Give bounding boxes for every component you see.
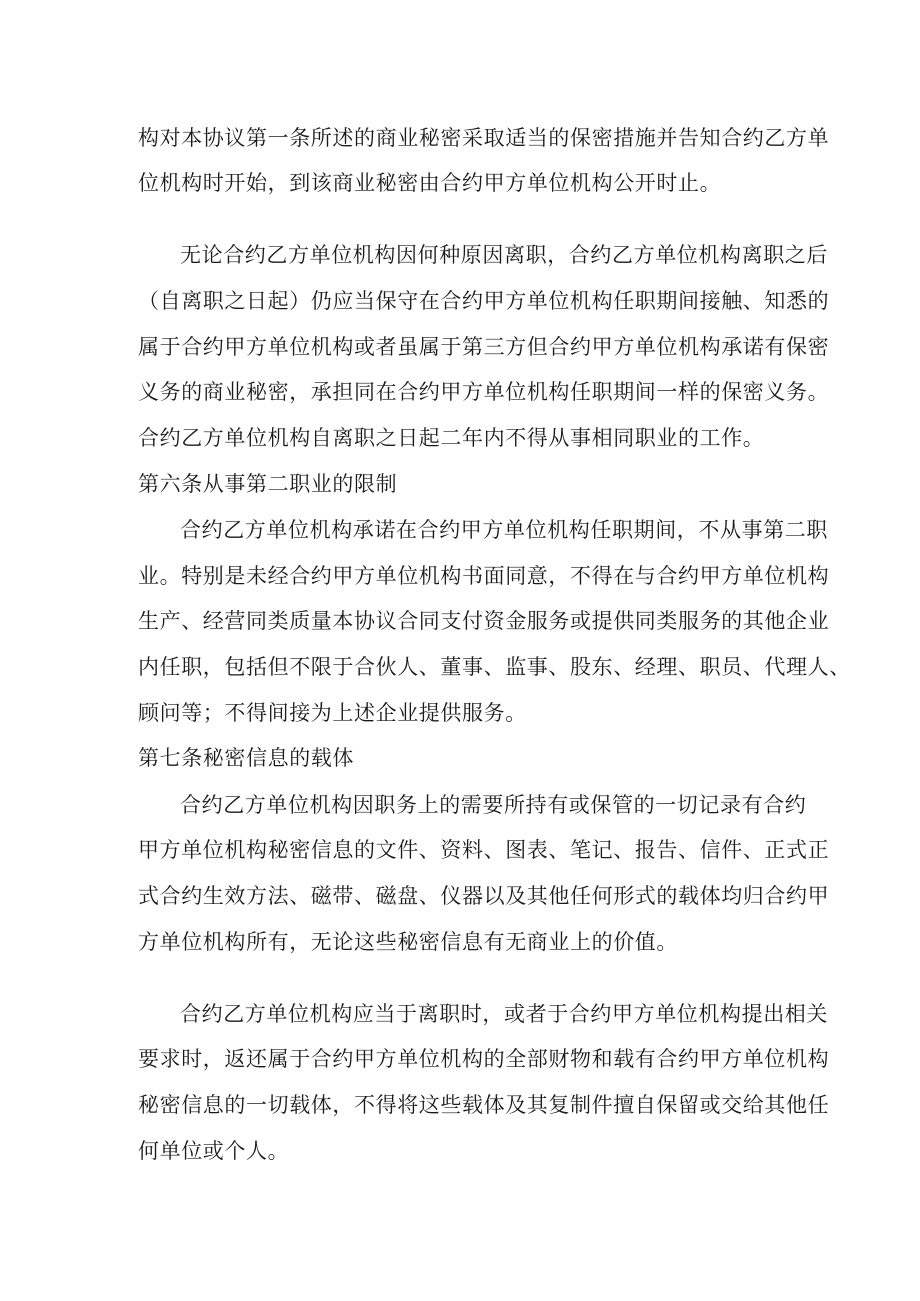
paragraph-line: 属于合约甲方单位机构或者虽属于第三方但合约甲方单位机构承诺有保密 — [138, 335, 830, 359]
paragraph-line: 要求时，返还属于合约甲方单位机构的全部财物和载有合约甲方单位机构 — [138, 1047, 830, 1071]
paragraph-line: 甲方单位机构秘密信息的文件、资料、图表、笔记、报告、信件、正式正 — [138, 838, 830, 862]
paragraph-line: 内任职，包括但不限于合伙人、董事、监事、股东、经理、职员、代理人、 — [138, 655, 851, 679]
paragraph-line: 位机构时开始，到该商业秘密由合约甲方单位机构公开时止。 — [138, 171, 722, 195]
section-heading: 第六条从事第二职业的限制 — [138, 472, 398, 496]
paragraph-line: 合约乙方单位机构承诺在合约甲方单位机构任职期间，不从事第二职 — [180, 518, 828, 542]
paragraph-line: 何单位或个人。 — [138, 1139, 290, 1163]
paragraph-line: 生产、经营同类质量本协议合同支付资金服务或提供同类服务的其他企业 — [138, 609, 830, 633]
paragraph-line: 式合约生效方法、磁带、磁盘、仪器以及其他任何形式的载体均归合约甲 — [138, 884, 830, 908]
paragraph-line: 合约乙方单位机构应当于离职时，或者于合约甲方单位机构提出相关 — [180, 1002, 828, 1026]
paragraph-line: 合约乙方单位机构因职务上的需要所持有或保管的一切记录有合约 — [180, 793, 807, 817]
paragraph-line: 合约乙方单位机构自离职之日起二年内不得从事相同职业的工作。 — [138, 426, 765, 450]
paragraph-line: 构对本协议第一条所述的商业秘密采取适当的保密措施并告知合约乙方单 — [138, 126, 830, 150]
paragraph-line: 方单位机构所有，无论这些秘密信息有无商业上的价值。 — [138, 930, 678, 954]
section-heading: 第七条秘密信息的载体 — [138, 746, 354, 770]
paragraph-line: 业。特别是未经合约甲方单位机构书面同意，不得在与合约甲方单位机构 — [138, 564, 830, 588]
paragraph-line: （自离职之日起）仍应当保守在合约甲方单位机构任职期间接触、知悉的 — [138, 289, 830, 313]
paragraph-line: 顾问等；不得间接为上述企业提供服务。 — [138, 701, 527, 725]
paragraph-line: 秘密信息的一切载体，不得将这些载体及其复制件擅自保留或交给其他任 — [138, 1093, 830, 1117]
paragraph-line: 义务的商业秘密，承担同在合约甲方单位机构任职期间一样的保密义务。 — [138, 380, 830, 404]
paragraph-line: 无论合约乙方单位机构因何种原因离职，合约乙方单位机构离职之后 — [180, 243, 828, 267]
